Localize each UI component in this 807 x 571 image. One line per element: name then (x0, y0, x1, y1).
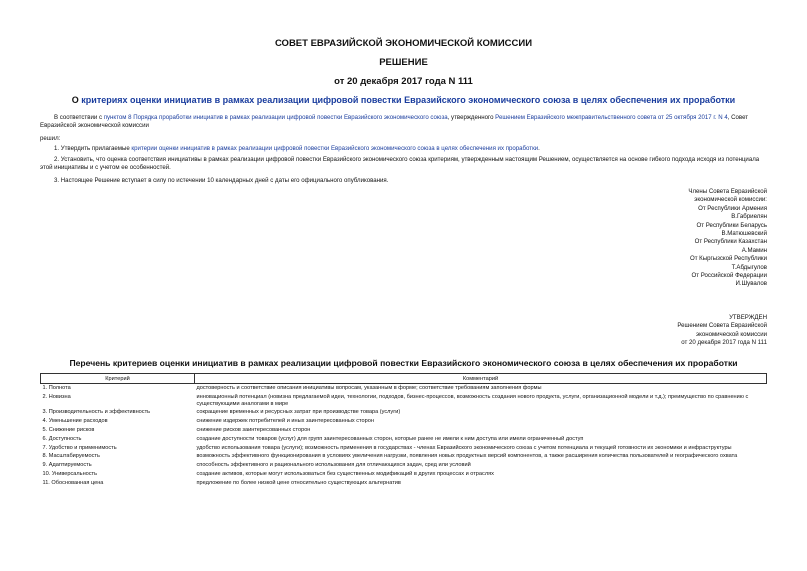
decision-item-2: 2. Установить, что оценка соответствия инициативы в рамках реализации цифровой повестки Евразийского экономического союза критериям, утвержденным настоящим Решением, осуществляется на основе гибкого подхода исходя из потенциала этой инициативы и с учетом ее особенностей. (40, 156, 760, 172)
table-row (41, 470, 767, 479)
table-header-row (41, 374, 767, 384)
criterion-cell: 6. Доступность (42, 435, 82, 442)
criterion-cell: 2. Новизна (42, 393, 71, 400)
item1-text-1: 1. Утвердить прилагаемые (54, 145, 132, 152)
table-row (41, 435, 767, 444)
table-row (41, 408, 767, 417)
comment-cell: инновационный потенциал (новизна предлагаемой идеи, технологии, подходов, бизнес-процессов, возможность создания нового продукта, услуги, организационной модели и т.д.); преимущество по сравнению с существующими аналогами в мире (196, 393, 749, 407)
signature-line: Т.Абдыгулов (731, 263, 767, 271)
comment-cell: возможность эффективного функционирования в условиях увеличения нагрузки, появления новых продуктных версий компонентов, а также расширения количества пользователей и географического охвата (196, 453, 738, 460)
document-subject (40, 95, 767, 105)
criterion-cell: 9. Адаптируемость (42, 462, 92, 469)
signature-line: А.Мамин (741, 246, 767, 254)
table-row (41, 426, 767, 435)
decision-item-3: 3. Настоящее Решение вступает в силу по истечении 10 календарных дней с даты его официального опубликования. (54, 177, 389, 184)
comment-cell: достоверность и соответствие описания инициативы вопросам, указанным в форме; соответствие требованиям заполнения формы (196, 385, 542, 391)
preamble-text-3: , Совет Евразийской экономической комиссии (40, 114, 749, 130)
item1-text-2: . (538, 145, 540, 152)
procedure-link[interactable]: пунктом 8 Порядка проработки инициатив в рамках реализации цифровой повестки Евразийского экономического союза (103, 114, 448, 121)
approval-block (567, 314, 767, 348)
criteria-link[interactable]: критерии оценки инициатив в рамках реализации цифровой повестки Евразийского экономического союза в целях обеспечения их проработки (131, 145, 539, 152)
signature-line: От Республики Армения (698, 204, 767, 212)
table-row (41, 393, 767, 409)
approval-line: Решением Совета Евразийской (677, 322, 767, 330)
table-row (41, 452, 767, 461)
comment-cell: создание доступности товаров (услуг) для групп заинтересованных сторон, которые ранее не имели к ним доступа или имели ограниченный доступ (196, 435, 584, 442)
organization-title: СОВЕТ ЕВРАЗИЙСКОЙ ЭКОНОМИЧЕСКОЙ КОМИССИИ (274, 38, 533, 49)
signature-line: В.Матюшевский (721, 230, 767, 238)
criterion-cell: 7. Удобство и применимость (42, 444, 117, 451)
subject-prefix: О (71, 95, 82, 105)
signature-line: Члены Совета Евразийской (688, 188, 767, 195)
criterion-cell: 3. Производительность и эффективность (42, 409, 151, 416)
comment-cell: удобство использования товара (услуги); возможность применения в государствах - членах Евразийского экономического союза с учетом потенциала и текущей готовности их экономики и инфраструктуры (196, 444, 732, 451)
criterion-cell: 5. Снижение рисков (42, 426, 95, 433)
document-date: от 20 декабря 2017 года N 111 (334, 76, 473, 87)
decision-item-1 (40, 145, 767, 153)
signature-line: От Кыргызской Республики (689, 255, 767, 263)
signature-line: В.Габриелян (731, 213, 767, 221)
criterion-cell: 8. Масштабируемость (42, 453, 100, 460)
criterion-cell: 1. Полнота (42, 385, 71, 391)
council-decision-link[interactable]: Решением Евразийского межправительственного совета от 25 октября 2017 г. N 4 (495, 114, 728, 121)
table-row (41, 417, 767, 426)
comment-cell: создание активов, которые могут использоваться без существенных модификаций в других процессах и отраслях (196, 470, 494, 477)
signature-line: И.Шувалов (735, 280, 767, 288)
comment-cell: снижение издержек потребителей и иных заинтересованных сторон (196, 418, 374, 425)
criterion-cell: 4. Уменьшение расходов (42, 418, 108, 425)
comment-cell: сокращение временных и ресурсных затрат при производстве товара (услуги) (196, 409, 401, 416)
header-criterion: Критерий (41, 374, 195, 384)
signature-line: От Российской Федерации (691, 272, 767, 280)
table-row (41, 479, 767, 488)
table-row (41, 444, 767, 453)
signature-line: От Республики Беларусь (696, 221, 767, 229)
approval-line: экономической комиссии (695, 330, 767, 338)
criteria-list-title: Перечень критериев оценки инициатив в рамках реализации цифровой повестки Евразийского экономического союза в целях обеспечения их проработки (69, 358, 738, 368)
criterion-cell: 10. Универсальность (42, 470, 98, 477)
approval-line: УТВЕРЖДЕН (729, 314, 767, 321)
criterion-cell: 11. Обоснованная цена (42, 479, 104, 486)
signature-line: От Республики Казахстан (694, 238, 767, 246)
comment-cell: снижение рисков заинтересованных сторон (196, 426, 311, 433)
preamble-paragraph (40, 114, 767, 131)
table-row (41, 384, 767, 393)
preamble-text-1: В соответствии с (54, 114, 104, 121)
signatures-block (567, 188, 767, 289)
signature-line: экономической комиссии: (694, 196, 767, 204)
comment-cell: способность эффективного и рационального использования для отличающихся задач, сред или условий (196, 462, 471, 469)
table-row (41, 461, 767, 470)
header-comment: Комментарий (195, 374, 767, 384)
resolved-label: решил: (40, 135, 61, 142)
subject-link[interactable]: критериях оценки инициатив в рамках реализации цифровой повестки Евразийского экономического союза в целях обеспечения их проработки (81, 95, 736, 105)
preamble-text-2: , утвержденного (447, 114, 496, 121)
document-type: РЕШЕНИЕ (379, 57, 428, 68)
criteria-table (40, 373, 767, 488)
approval-line: от 20 декабря 2017 года N 111 (681, 339, 767, 347)
comment-cell: предложение по более низкой цене относительно существующих альтернатив (196, 479, 401, 486)
